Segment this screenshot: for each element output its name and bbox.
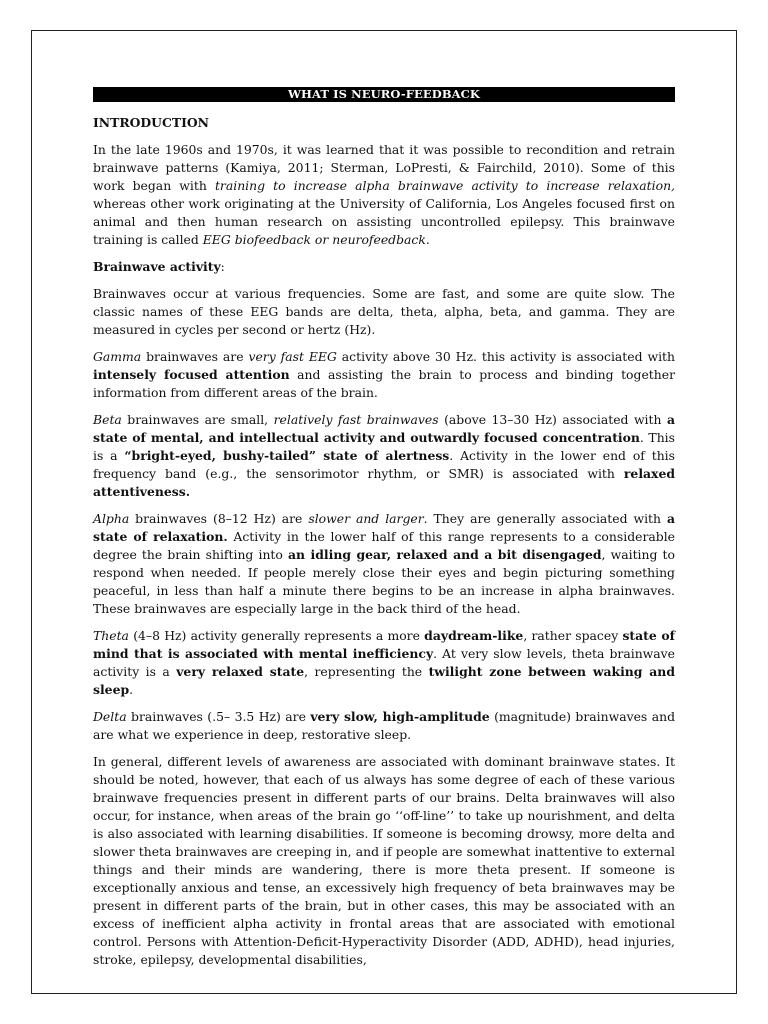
- alpha-paragraph: Alpha brainwaves (8–12 Hz) are slower and larger. They are generally associated with a state of relaxation. Activity in the lower half of this range represents to a considerable degree the brain shifting into an idling gear, relaxed and a bit disengaged, waiting to respond when needed. If people merely close their eyes and begin picturing something peaceful, in less than half a minute there begins to be an increase in alpha brainwaves. These brainwaves are especially large in the back third of the head.: [93, 511, 675, 616]
- page-title: WHAT IS NEURO-FEEDBACK: [93, 87, 675, 102]
- brainwaves-overview-paragraph: Brainwaves occur at various frequencies. Some are fast, and some are quite slow. The classic names of these EEG bands are delta, theta, alpha, beta, and gamma. They are measured in cycles per second or hertz (Hz).: [93, 286, 675, 337]
- document-body: [93, 87, 675, 978]
- general-paragraph: In general, different levels of awareness are associated with dominant brainwave states. It should be noted, however, that each of us always has some degree of each of these various brainwave frequencies present in different parts of our brains. Delta brainwaves will also occur, for instance, when areas of the brain go ‘‘off-line’’ to take up nourishment, and delta is also associated with learning disabilities. If someone is becoming drowsy, more delta and slower theta brainwaves are creeping in, and if people are somewhat inattentive to external things and their minds are wandering, there is more theta present. If someone is exceptionally anxious and tense, an excessively high frequency of beta brainwaves may be present in different parts of the brain, but in other cases, this may be associated with an excess of inefficient alpha activity in frontal areas that are associated with emotional control. Persons with Attention-Deficit-Hyperactivity Disorder (ADD, ADHD), head injuries, stroke, epilepsy, developmental disabilities,: [93, 754, 675, 967]
- beta-paragraph: Beta brainwaves are small, relatively fast brainwaves (above 13–30 Hz) associated with a state of mental, and intellectual activity and outwardly focused concentration. This is a “bright-eyed, bushy-tailed” state of alertness. Activity in the lower end of this frequency band (e.g., the sensorimotor rhythm, or SMR) is associated with relaxed attentiveness.: [93, 412, 675, 499]
- gamma-paragraph: Gamma brainwaves are very fast EEG activity above 30 Hz. this activity is associated with intensely focused attention and assisting the brain to process and binding together information from different areas of the brain.: [93, 349, 675, 400]
- intro-heading: INTRODUCTION: [93, 115, 209, 130]
- theta-paragraph: Theta (4–8 Hz) activity generally represents a more daydream-like, rather spacey state of mind that is associated with mental inefficiency. At very slow levels, theta brainwave activity is a very relaxed state, representing the twilight zone between waking and sleep.: [93, 628, 675, 697]
- delta-paragraph: Delta brainwaves (.5– 3.5 Hz) are very slow, high-amplitude (magnitude) brainwaves and are what we experience in deep, restorative sleep.: [93, 709, 676, 742]
- intro-paragraph: In the late 1960s and 1970s, it was learned that it was possible to recondition and retrain brainwave patterns (Kamiya, 2011; Sterman, LoPresti, & Fairchild, 2010). Some of this work began with training to increase alpha brainwave activity to increase relaxation, whereas other work originating at the University of California, Los Angeles focused first on animal and then human research on assisting uncontrolled epilepsy. This brainwave training is called EEG biofeedback or neurofeedback.: [93, 142, 675, 247]
- brainwave-activity-heading: Brainwave activity:: [93, 259, 225, 274]
